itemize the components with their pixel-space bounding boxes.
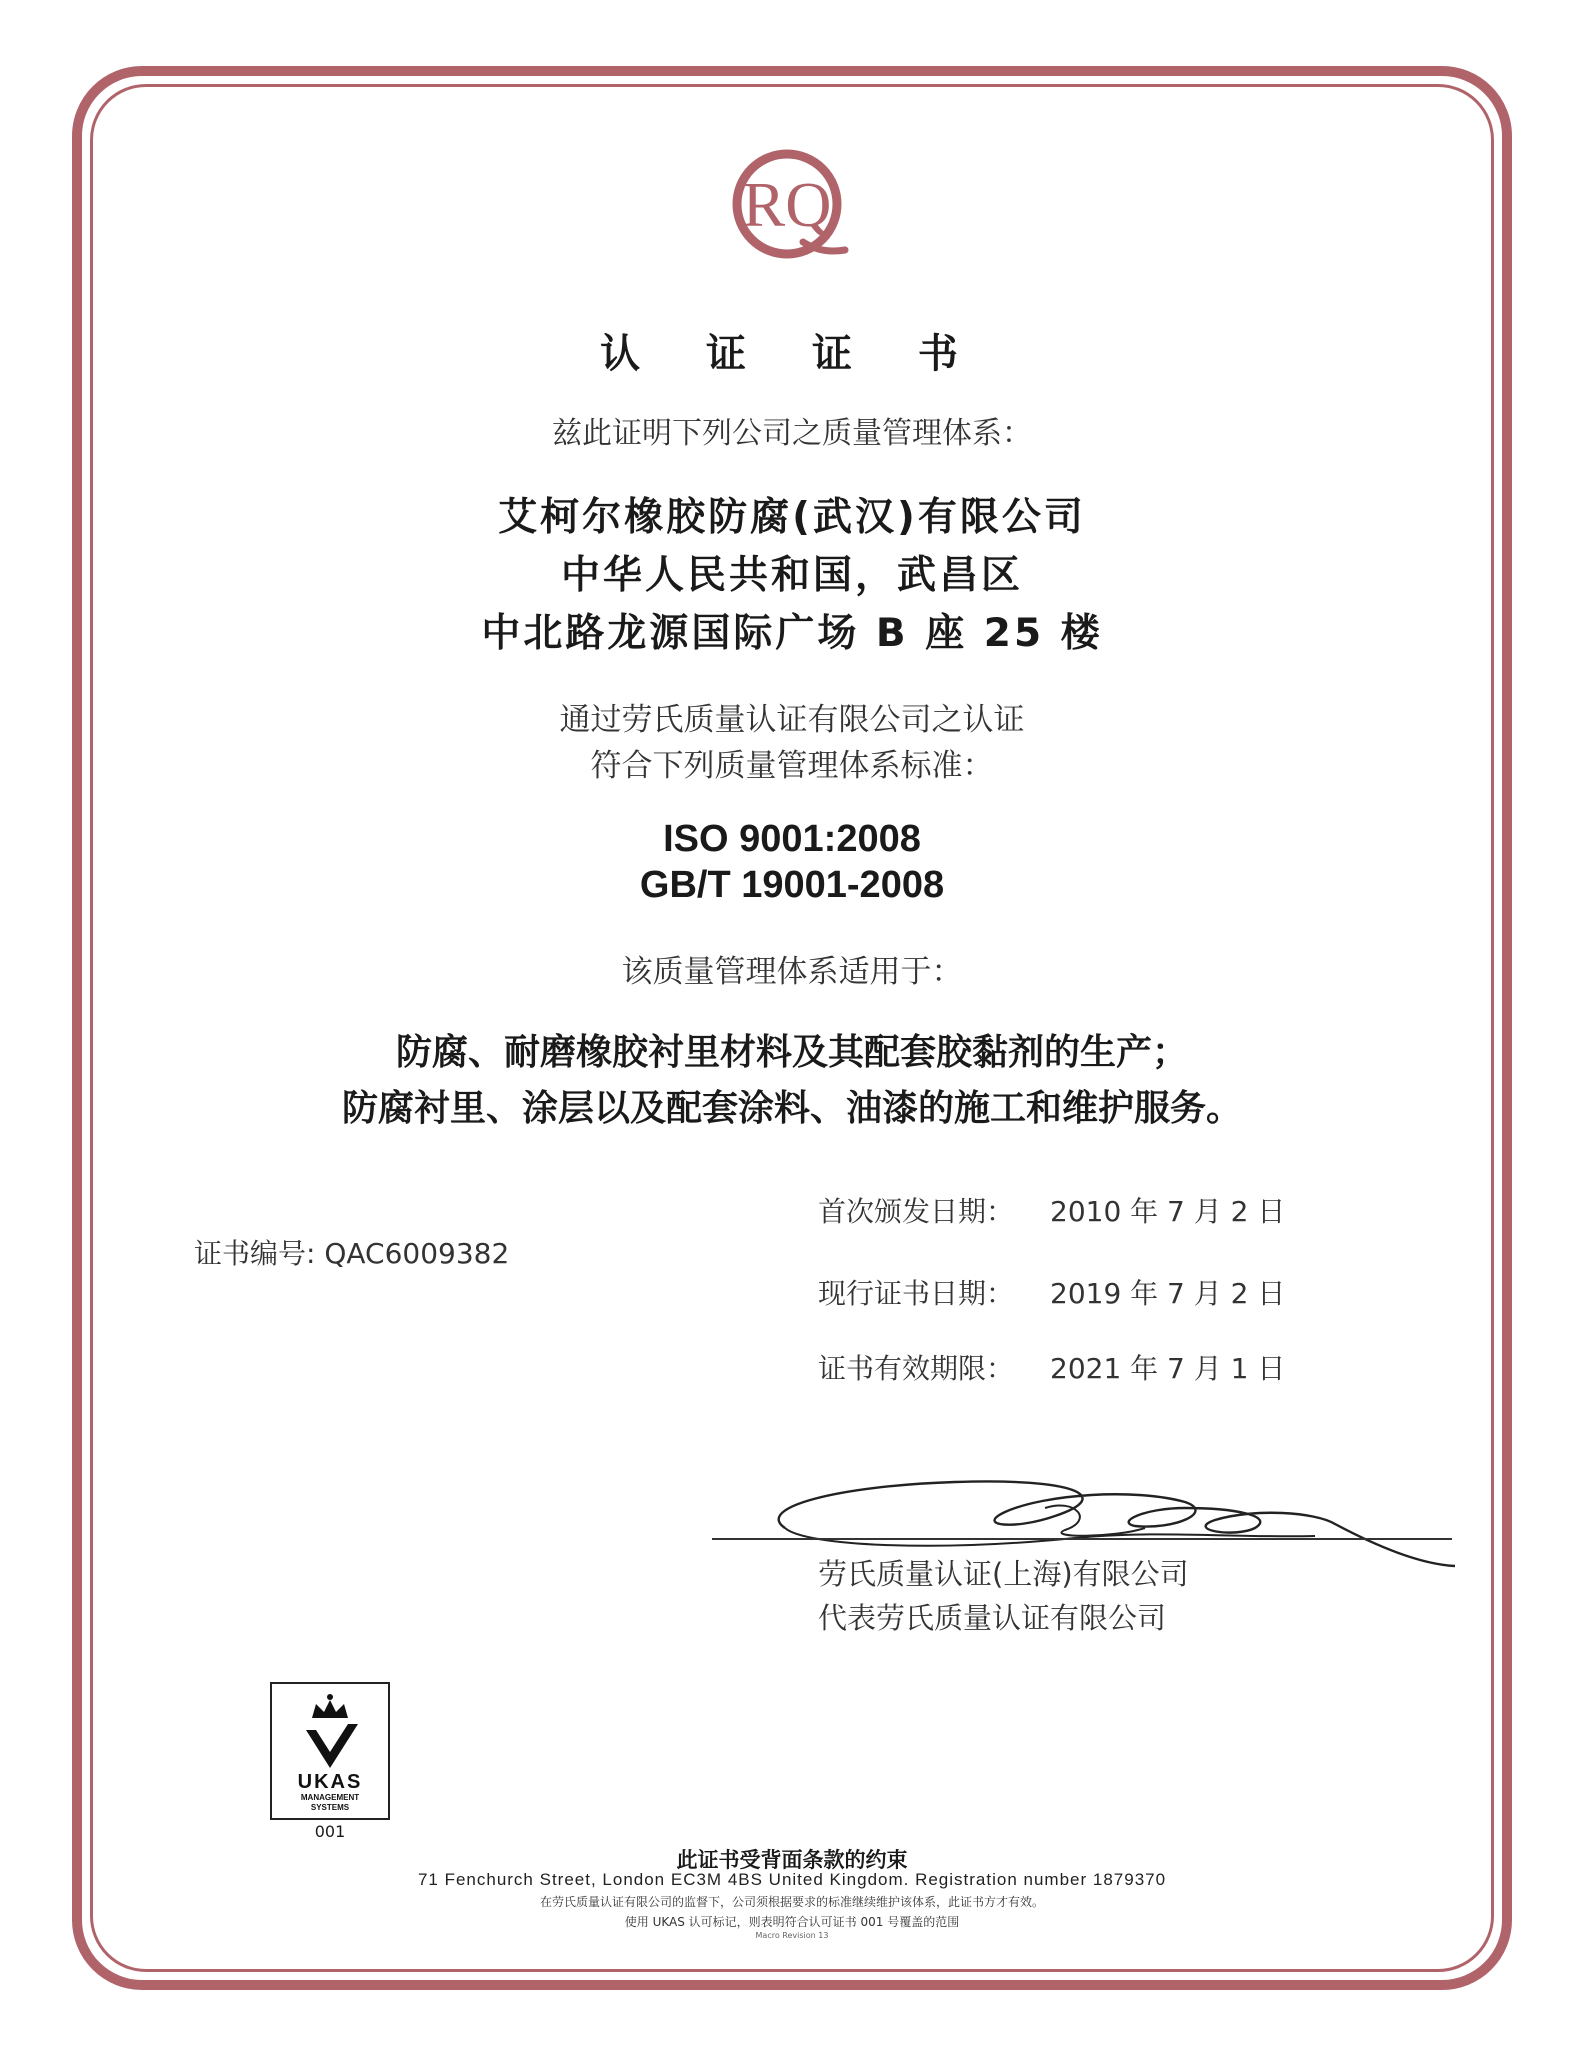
ukas-code: 001 — [314, 1822, 346, 1841]
ukas-name: UKAS — [297, 1771, 363, 1793]
first-issue-date: 2010 年 7 月 2 日 — [1050, 1195, 1286, 1228]
signature-line — [712, 1538, 1452, 1540]
company-address-line2: 中北路龙源国际广场 B 座 25 楼 — [481, 611, 1103, 656]
issuer-line2: 代表劳氏质量认证有限公司 — [818, 1601, 1167, 1635]
ukas-crown-check-icon — [272, 1684, 388, 1818]
ukas-subtitle-2: SYSTEMS — [310, 1803, 350, 1812]
validity-note: 在劳氏质量认证有限公司的监督下，公司须根据要求的标准继续维护该体系，此证书方才有效。 — [539, 1895, 1044, 1909]
logo-letters: RQ — [742, 169, 832, 240]
ukas-subtitle-1: MANAGEMENT — [300, 1793, 360, 1802]
standard-gbt: GB/T 19001-2008 — [639, 864, 945, 906]
certified-through-text: 通过劳氏质量认证有限公司之认证 — [559, 702, 1025, 738]
first-issue-label: 首次颁发日期： — [818, 1195, 1015, 1228]
certificate-number: 证书编号: QAC6009382 — [194, 1237, 510, 1270]
applies-text: 该质量管理体系适用于： — [621, 954, 963, 990]
ukas-note: 使用 UKAS 认可标记，则表明符合认可证书 001 号覆盖的范围 — [624, 1915, 960, 1929]
company-name: 艾柯尔橡胶防腐(武汉)有限公司 — [498, 495, 1086, 540]
revision-note: Macro Revision 13 — [755, 1931, 829, 1940]
current-date: 2019 年 7 月 2 日 — [1050, 1277, 1286, 1310]
current-date-label: 现行证书日期： — [818, 1277, 1015, 1310]
lrqa-address: 71 Fenchurch Street, London EC3M 4BS United Kingdom. Registration number 1879370 — [417, 1870, 1167, 1889]
intro-text: 兹此证明下列公司之质量管理体系： — [552, 416, 1032, 451]
company-address-line1: 中华人民共和国，武昌区 — [560, 553, 1023, 598]
scope-line2: 防腐衬里、涂层以及配套涂料、油漆的施工和维护服务。 — [341, 1088, 1242, 1129]
terms-text: 此证书受背面条款的约束 — [676, 1848, 908, 1872]
certificate-title: 认 证 证 书 — [600, 331, 984, 377]
standard-iso: ISO 9001:2008 — [663, 818, 921, 860]
expiry-date: 2021 年 7 月 1 日 — [1050, 1352, 1286, 1385]
conforms-text: 符合下列质量管理体系标准： — [590, 748, 994, 784]
ukas-badge — [270, 1682, 390, 1820]
expiry-label: 证书有效期限： — [818, 1352, 1015, 1385]
issuer-line1: 劳氏质量认证(上海)有限公司 — [818, 1557, 1189, 1591]
scope-line1: 防腐、耐磨橡胶衬里材料及其配套胶黏剂的生产； — [395, 1032, 1188, 1073]
lrqa-logo-icon — [725, 146, 859, 266]
